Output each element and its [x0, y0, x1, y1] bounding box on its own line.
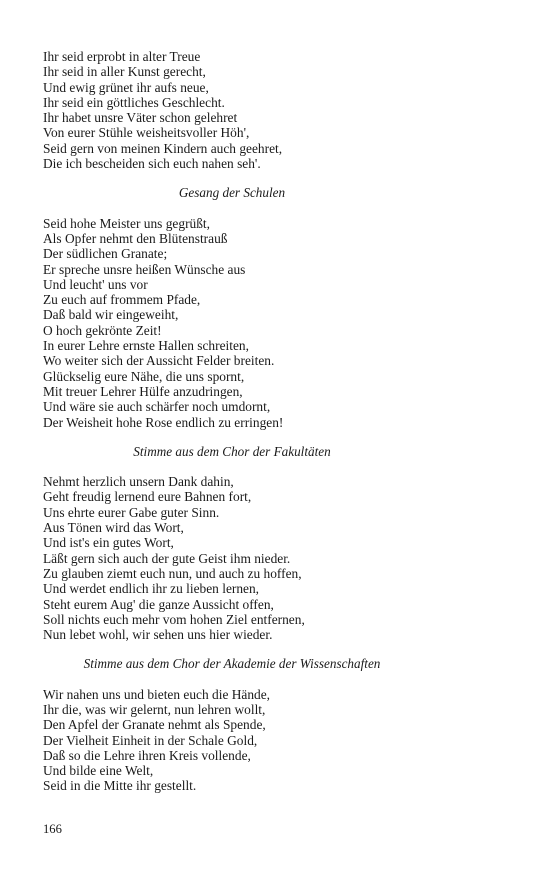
verse-line: Seid gern von meinen Kindern auch geehret, — [43, 140, 283, 156]
verse-line: Seid in die Mitte ihr gestellt. — [43, 778, 197, 794]
verse-line: In eurer Lehre ernste Hallen schreiten, — [43, 338, 249, 354]
verse-line: Nun lebet wohl, wir sehen uns hier wieder. — [43, 627, 273, 643]
stanza-1 — [43, 49, 513, 171]
verse-line: Und leucht' uns vor — [43, 276, 148, 292]
section-heading-akademie: Stimme aus dem Chor der Akademie der Wissenschaften — [83, 656, 381, 672]
verse-line: Ihr seid in aller Kunst gerecht, — [43, 64, 206, 80]
verse-line: Wir nahen uns und bieten euch die Hände, — [43, 686, 271, 702]
verse-line: Mit treuer Lehrer Hülfe anzudringen, — [43, 383, 243, 399]
verse-line: Die ich bescheiden sich euch nahen seh'. — [43, 156, 261, 172]
verse-line: Von eurer Stühle weisheitsvoller Höh', — [43, 125, 250, 141]
verse-line: Der südlichen Granate; — [43, 246, 168, 262]
section-heading-fakultaeten: Stimme aus dem Chor der Fakultäten — [133, 443, 331, 459]
verse-line: Steht eurem Aug' die ganze Aussicht offen, — [43, 596, 274, 612]
verse-line: Nehmt herzlich unsern Dank dahin, — [43, 474, 234, 490]
stanza-3 — [43, 474, 513, 642]
verse-line: Geht freudig lernend eure Bahnen fort, — [43, 489, 252, 505]
verse-line: Ihr seid ein göttliches Geschlecht. — [43, 94, 225, 110]
verse-line: Ihr habet unsre Väter schon gelehret — [43, 110, 238, 126]
verse-line: Ihr seid erprobt in alter Treue — [43, 49, 201, 64]
verse-line: Soll nichts euch mehr vom hohen Ziel entfernen, — [43, 611, 305, 627]
verse-line: Seid hohe Meister uns gegrüßt, — [43, 215, 210, 231]
page-number: 166 — [43, 822, 62, 836]
verse-line: Daß so die Lehre ihren Kreis vollende, — [43, 747, 251, 763]
verse-line: Ihr die, was wir gelernt, nun lehren wollt, — [43, 701, 266, 717]
stanza-2 — [43, 216, 513, 430]
poem-page — [43, 49, 513, 794]
verse-line: Und ewig grünet ihr aufs neue, — [43, 79, 209, 95]
verse-line: Glückselig eure Nähe, die uns spornt, — [43, 368, 245, 384]
verse-line: Wo weiter sich der Aussicht Felder breiten. — [43, 353, 275, 369]
verse-line: Daß bald wir eingeweiht, — [43, 307, 179, 323]
verse-line: Aus Tönen wird das Wort, — [43, 520, 184, 536]
verse-line: Er spreche unsre heißen Wünsche aus — [43, 261, 246, 277]
verse-line: Uns ehrte eurer Gabe guter Sinn. — [43, 504, 220, 520]
verse-line: Der Vielheit Einheit in der Schale Gold, — [43, 732, 258, 748]
verse-line: Läßt gern sich auch der gute Geist ihm nieder. — [43, 550, 291, 566]
section-heading-gesang-der-schulen: Gesang der Schulen — [178, 185, 286, 201]
verse-line: Und werdet endlich ihr zu lieben lernen, — [43, 581, 260, 597]
verse-line: Und bilde eine Welt, — [43, 763, 154, 779]
verse-line: Der Weisheit hohe Rose endlich zu erringen! — [43, 414, 284, 430]
verse-line: Als Opfer nehmt den Blütenstrauß — [43, 230, 228, 246]
verse-line: Und wäre sie auch schärfer noch umdornt, — [43, 399, 271, 415]
verse-line: Den Apfel der Granate nehmt als Spende, — [43, 717, 266, 733]
verse-line: Zu euch auf frommem Pfade, — [43, 292, 201, 308]
stanza-4 — [43, 687, 513, 794]
verse-line: O hoch gekrönte Zeit! — [43, 322, 162, 338]
verse-line: Zu glauben ziemt euch nun, und auch zu hoffen, — [43, 565, 302, 581]
verse-line: Und ist's ein gutes Wort, — [43, 535, 174, 551]
